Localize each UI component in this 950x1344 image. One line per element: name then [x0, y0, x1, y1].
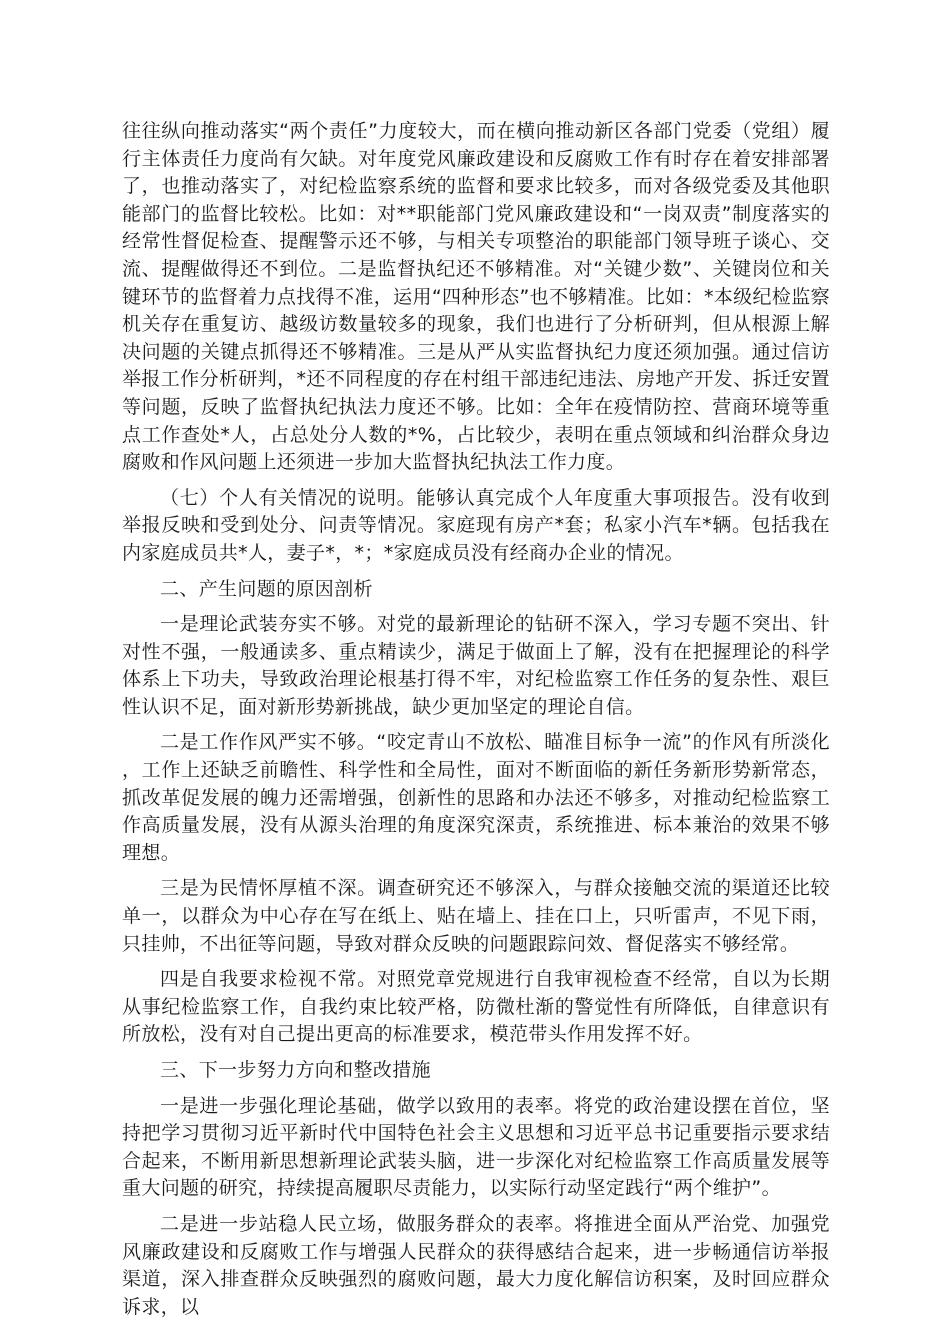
section-heading-next-steps: 三、下一步努力方向和整改措施 — [160, 1059, 431, 1081]
paragraph-personal-situation: （七）个人有关情况的说明。能够认真完成个人年度重大事项报告。没有收到举报反映和受到处分、问责等情况。家庭现有房产*套；私家小汽车*辆。包括我在内家庭成员共*人，妻子*，*；*家庭成员没有经商办企业的情况。 — [122, 486, 830, 564]
paragraph-supervision-issues: 往往纵向推动落实“两个责任”力度较大，而在横向推动新区各部门党委（党组）履行主体责任力度尚有欠缺。对年度党风廉政建设和反腐败工作有时存在着安排部署了，也推动落实了，对纪检监察系统的监督和要求比较多，而对各级党委及其他职能部门的监督比较松。比如：对**职能部门党风廉政建设和“一岗双责”制度落实的经常性督促检查、提醒警示还不够，与相关专项整治的职能部门领导班子谈心、交流、提醒做得还不到位。二是监督执纪还不够精准。对“关键少数”、关键岗位和关键环节的监督着力点找得不准，运用“四种形态”也不够精准。比如：*本级纪检监察机关存在重复访、越级访数量较多的现象，我们也进行了分析研判，但从根源上解决问题的关键点抓得还不够精准。三是从严从实监督执纪力度还须加强。通过信访举报工作分析研判，*还不同程度的存在村组干部违纪违法、房地产开发、拆迁安置等问题，反映了监督执纪执法力度还不够。比如：全年在疫情防控、营商环境等重点工作查处*人，占总处分人数的*%，占比较少，表明在重点领域和纠治群众身边腐败和作风问题上还须进一步加大监督执纪执法工作力度。 — [122, 120, 830, 474]
paragraph-work-style: 二是工作作风严实不够。“咬定青山不放松、瞄准目标争一流”的作风有所淡化，工作上还缺乏前瞻性、科学性和全局性，面对不断面临的新任务新形势新常态，抓改革促发展的魄力还需增强，创新性的思路和办法还不够多，对推动纪检监察工作高质量发展，没有从源头治理的角度深究深责，系统推进、标本兼治的效果不够理想。 — [122, 731, 830, 864]
paragraph-people-stance: 二是进一步站稳人民立场，做服务群众的表率。将推进全面从严治党、加强党风廉政建设和反腐败工作与增强人民群众的获得感结合起来，进一步畅通信访举报渠道，深入排查群众反映强烈的腐败问题，最大力度化解信访积案，及时回应群众诉求，以 — [122, 1212, 830, 1318]
document-page — [122, 118, 830, 1329]
section-heading-cause-analysis: 二、产生问题的原因剖析 — [160, 577, 373, 600]
paragraph-theory-armament: 一是理论武装夯实不够。对党的最新理论的钻研不深入，学习专题不突出、针对性不强，一般通读多、重点精读少，满足于做面上了解，没有在把握理论的科学体系上下功夫，导致政治理论根基打得不牢，对纪检监察工作任务的复杂性、艰巨性认识不足，面对新形势新挑战，缺少更加坚定的理论自信。 — [122, 613, 830, 718]
paragraph-people-sentiment: 三是为民情怀厚植不深。调查研究还不够深入，与群众接触交流的渠道还比较单一，以群众为中心存在写在纸上、贴在墙上、挂在口上，只听雷声，不见下雨，只挂帅，不出征等问题，导致对群众反映的问题跟踪问效、督促落实不够经常。 — [122, 877, 830, 955]
paragraph-theory-foundation: 一是进一步强化理论基础，做学以致用的表率。将党的政治建设摆在首位，坚持把学习贯彻习近平新时代中国特色社会主义思想和习近平总书记重要指示要求结合起来，不断用新思想新理论武装头脑，进一步深化对纪检监察工作高质量发展等重大问题的研究，持续提高履职尽责能力，以实际行动坚定践行“两个维护”。 — [122, 1094, 830, 1200]
paragraph-self-requirement: 四是自我要求检视不常。对照党章党规进行自我审视检查不经常，自以为长期从事纪检监察工作，自我约束比较严格，防微杜渐的警觉性有所降低，自律意识有所放松，没有对自己提出更高的标准要求，模范带头作用发挥不好。 — [122, 968, 830, 1046]
